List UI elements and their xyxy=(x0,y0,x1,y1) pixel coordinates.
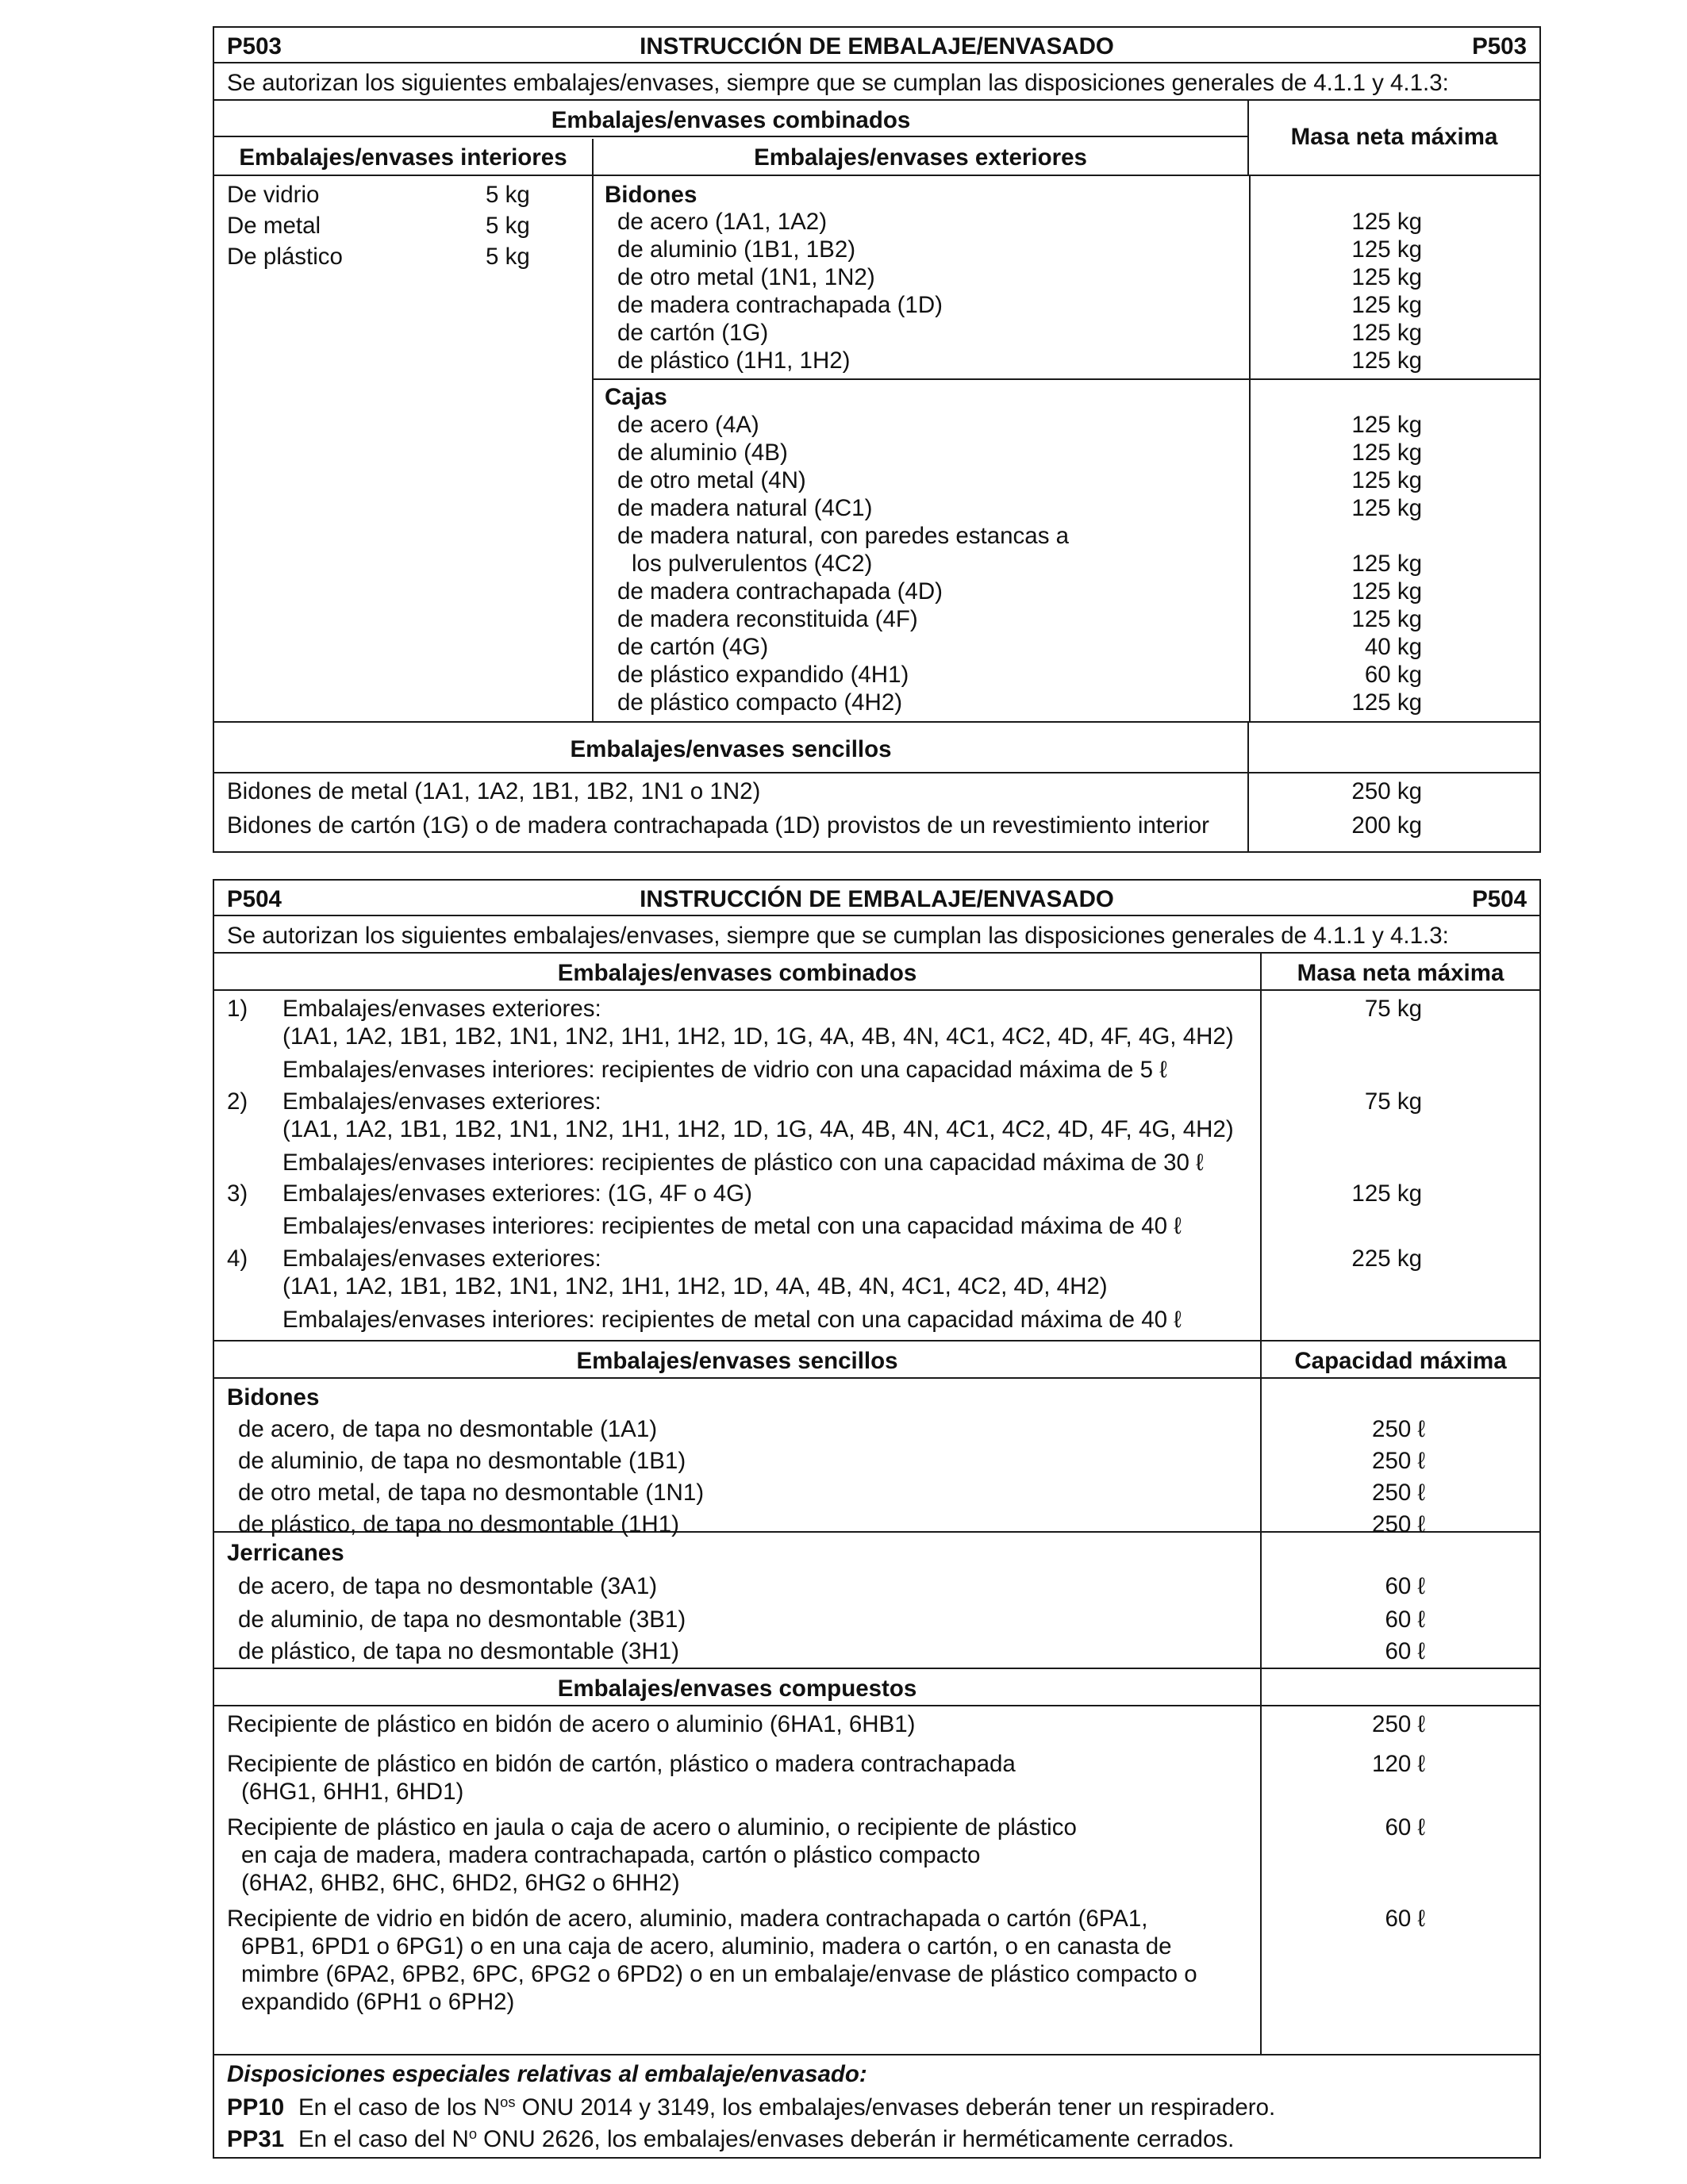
p503-combined-body xyxy=(214,176,1539,723)
inner-label: De plástico xyxy=(227,244,343,270)
inner-label: De metal xyxy=(227,213,321,239)
box-mass: 125 kg xyxy=(1351,689,1422,716)
box-label: de acero (4A) xyxy=(617,412,759,438)
p503-single-header: Embalajes/envases sencillos xyxy=(570,736,892,762)
p503-combined-header-row xyxy=(214,101,1539,176)
box-label: de madera natural (4C1) xyxy=(617,495,873,521)
jerrican-label: de acero, de tapa no desmontable (3A1) xyxy=(238,1573,658,1599)
p503-mass-header: Masa neta máxima xyxy=(1290,124,1498,150)
jerrican-cap: 60 ℓ xyxy=(1385,1573,1425,1599)
single-mass: 250 kg xyxy=(1351,778,1422,804)
p504-combined-body xyxy=(214,991,1539,1341)
drums-heading: Bidones xyxy=(227,1384,320,1411)
drum-label: de acero (1A1, 1A2) xyxy=(617,209,828,235)
combined-line: (1A1, 1A2, 1B1, 1B2, 1N1, 1N2, 1H1, 1H2, 1D, 1G, 4A, 4B, 4N, 4C1, 4C2, 4D, 4F, 4G, 4H2) xyxy=(282,1023,1234,1050)
p503-single-header-row xyxy=(214,723,1539,773)
combined-mass: 75 kg xyxy=(1364,996,1422,1022)
drums-heading: Bidones xyxy=(605,182,697,208)
p504-mass-header: Masa neta máxima xyxy=(1297,960,1504,986)
box-mass: 125 kg xyxy=(1351,578,1422,605)
drum-label: de aluminio, de tapa no desmontable (1B1) xyxy=(238,1448,686,1474)
composite-cap: 60 ℓ xyxy=(1385,1814,1425,1840)
box-mass: 60 kg xyxy=(1364,662,1422,688)
combined-line: Embalajes/envases interiores: recipientes de metal con una capacidad máxima de 40 ℓ xyxy=(282,1213,1182,1239)
drum-label: de madera contrachapada (1D) xyxy=(617,292,943,318)
combined-num: 3) xyxy=(227,1180,248,1207)
p504-table xyxy=(213,879,1541,2159)
drum-mass: 125 kg xyxy=(1351,209,1422,235)
combined-num: 1) xyxy=(227,996,248,1022)
combined-mass: 75 kg xyxy=(1364,1088,1422,1115)
p504-composite-header: Embalajes/envases compuestos xyxy=(557,1675,917,1702)
composite-line: expandido (6PH1 o 6PH2) xyxy=(241,1989,515,2015)
combined-num: 2) xyxy=(227,1088,248,1115)
box-label: de otro metal (4N) xyxy=(617,467,806,493)
single-label: Bidones de cartón (1G) o de madera contrachapada (1D) provistos de un revestimiento interior xyxy=(227,812,1210,839)
p503-title: INSTRUCCIÓN DE EMBALAJE/ENVASADO xyxy=(640,33,1114,59)
composite-cap: 120 ℓ xyxy=(1372,1751,1425,1777)
box-mass: 125 kg xyxy=(1351,495,1422,521)
p504-single-header: Embalajes/envases sencillos xyxy=(576,1348,898,1374)
box-mass: 125 kg xyxy=(1351,606,1422,632)
single-label: Bidones de metal (1A1, 1A2, 1B1, 1B2, 1N1 o 1N2) xyxy=(227,778,761,804)
drum-label: de plástico (1H1, 1H2) xyxy=(617,347,851,374)
inner-label: De vidrio xyxy=(227,182,320,208)
drum-mass: 125 kg xyxy=(1351,292,1422,318)
p503-table xyxy=(213,26,1541,853)
combined-line: Embalajes/envases interiores: recipientes de plástico con una capacidad máxima de 30 ℓ xyxy=(282,1150,1204,1176)
drum-cap: 250 ℓ xyxy=(1372,1480,1425,1506)
combined-mass: 125 kg xyxy=(1351,1180,1422,1207)
drum-cap: 250 ℓ xyxy=(1372,1511,1425,1537)
box-mass: 125 kg xyxy=(1351,551,1422,577)
drum-label: de aluminio (1B1, 1B2) xyxy=(617,236,856,263)
composite-line: mimbre (6PA2, 6PB2, 6PC, 6PG2 o 6PD2) o en un embalaje/envase de plástico compacto o xyxy=(241,1961,1197,1987)
p504-composite-header-row xyxy=(214,1669,1539,1706)
p504-jerricans-row xyxy=(214,1533,1539,1669)
composite-line: (6HA2, 6HB2, 6HC, 6HD2, 6HG2 o 6HH2) xyxy=(241,1870,680,1896)
p503-title-row xyxy=(214,28,1539,63)
box-label: de plástico expandido (4H1) xyxy=(617,662,909,688)
box-label: los pulverulentos (4C2) xyxy=(632,551,873,577)
p503-combined-header: Embalajes/envases combinados xyxy=(551,107,911,133)
box-label: de plástico compacto (4H2) xyxy=(617,689,903,716)
p503-single-body xyxy=(214,773,1539,851)
pp10-code: PP10 xyxy=(227,2094,285,2121)
boxes-heading: Cajas xyxy=(605,384,667,410)
p504-special-row xyxy=(214,2055,1539,2157)
inner-mass: 5 kg xyxy=(486,244,530,270)
jerrican-cap: 60 ℓ xyxy=(1385,1638,1425,1664)
drum-cap: 250 ℓ xyxy=(1372,1448,1425,1474)
p503-inner-header: Embalajes/envases interiores xyxy=(239,144,567,171)
p503-intro: Se autorizan los siguientes embalajes/envases, siempre que se cumplan las disposiciones generales de 4.1.1 y 4.1.3: xyxy=(227,70,1449,96)
composite-line: en caja de madera, madera contrachapada, cartón o plástico compacto xyxy=(241,1842,981,1868)
drum-mass: 125 kg xyxy=(1351,236,1422,263)
box-label: de madera reconstituida (4F) xyxy=(617,606,918,632)
jerricans-heading: Jerricanes xyxy=(227,1540,344,1566)
p504-title: INSTRUCCIÓN DE EMBALAJE/ENVASADO xyxy=(640,886,1114,912)
composite-line: Recipiente de plástico en bidón de cartón, plástico o madera contrachapada xyxy=(227,1751,1016,1777)
box-label: de madera natural, con paredes estancas a xyxy=(617,523,1070,549)
box-mass: 125 kg xyxy=(1351,467,1422,493)
p503-outer-header: Embalajes/envases exteriores xyxy=(754,144,1087,171)
composite-line: Recipiente de plástico en bidón de acero o aluminio (6HA1, 6HB1) xyxy=(227,1711,916,1737)
drum-mass: 125 kg xyxy=(1351,320,1422,346)
box-mass: 125 kg xyxy=(1351,412,1422,438)
p503-outer-col xyxy=(592,176,1539,721)
box-label: de cartón (4G) xyxy=(617,634,769,660)
p503-code-right: P503 xyxy=(1472,33,1527,59)
p504-composite-body xyxy=(214,1706,1539,2055)
combined-line: Embalajes/envases interiores: recipientes de metal con una capacidad máxima de 40 ℓ xyxy=(282,1307,1182,1333)
drum-label: de cartón (1G) xyxy=(617,320,769,346)
drum-label: de acero, de tapa no desmontable (1A1) xyxy=(238,1416,658,1442)
p504-intro: Se autorizan los siguientes embalajes/envases, siempre que se cumplan las disposiciones generales de 4.1.1 y 4.1.3: xyxy=(227,923,1449,949)
special-heading: Disposiciones especiales relativas al embalaje/envasado: xyxy=(227,2061,867,2087)
p503-drums-block xyxy=(594,176,1539,380)
combined-mass: 225 kg xyxy=(1351,1246,1422,1272)
box-label: de aluminio (4B) xyxy=(617,439,788,466)
p504-combined-header: Embalajes/envases combinados xyxy=(557,960,917,986)
composite-line: Recipiente de vidrio en bidón de acero, aluminio, madera contrachapada o cartón (6PA1, xyxy=(227,1906,1148,1932)
drum-label: de plástico, de tapa no desmontable (1H1) xyxy=(238,1511,679,1537)
drum-label: de otro metal, de tapa no desmontable (1N1) xyxy=(238,1480,705,1506)
pp10-text: En el caso de los $N^{os}$ ONU 2014 y 3149, los embalajes/envases deberán tener un respiradero. xyxy=(298,2093,1276,2121)
combined-line: (1A1, 1A2, 1B1, 1B2, 1N1, 1N2, 1H1, 1H2, 1D, 4A, 4B, 4N, 4C1, 4C2, 4D, 4H2) xyxy=(282,1273,1108,1299)
p503-inner-col xyxy=(214,176,592,721)
p503-code-left: P503 xyxy=(227,33,282,59)
combined-line: Embalajes/envases exteriores: xyxy=(282,1246,601,1272)
p504-single-header-row xyxy=(214,1341,1539,1379)
box-mass: 40 kg xyxy=(1364,634,1422,660)
p504-intro-row xyxy=(214,916,1539,954)
drum-mass: 125 kg xyxy=(1351,264,1422,290)
combined-line: Embalajes/envases exteriores: xyxy=(282,996,601,1022)
jerrican-label: de plástico, de tapa no desmontable (3H1) xyxy=(238,1638,679,1664)
box-mass: 125 kg xyxy=(1351,439,1422,466)
box-label: de madera contrachapada (4D) xyxy=(617,578,943,605)
p503-intro-row xyxy=(214,63,1539,101)
pp31-code: PP31 xyxy=(227,2126,285,2152)
pp31-text: En el caso del $N^o$ ONU 2626, los embalajes/envases deberán ir herméticamente cerrados. xyxy=(298,2125,1235,2152)
combined-line: Embalajes/envases exteriores: xyxy=(282,1088,601,1115)
p503-boxes-block xyxy=(594,380,1539,721)
jerrican-cap: 60 ℓ xyxy=(1385,1606,1425,1633)
p504-title-row xyxy=(214,881,1539,916)
composite-line: Recipiente de plástico en jaula o caja de acero o aluminio, o recipiente de plástico xyxy=(227,1814,1077,1840)
p504-code-right: P504 xyxy=(1472,886,1527,912)
composite-line: (6HG1, 6HH1, 6HD1) xyxy=(241,1779,464,1805)
drum-cap: 250 ℓ xyxy=(1372,1416,1425,1442)
combined-line: Embalajes/envases interiores: recipientes de vidrio con una capacidad máxima de 5 ℓ xyxy=(282,1057,1167,1083)
p504-drums-row xyxy=(214,1379,1539,1537)
inner-mass: 5 kg xyxy=(486,182,530,208)
combined-line: (1A1, 1A2, 1B1, 1B2, 1N1, 1N2, 1H1, 1H2, 1D, 1G, 4A, 4B, 4N, 4C1, 4C2, 4D, 4F, 4G, 4H2) xyxy=(282,1116,1234,1142)
combined-num: 4) xyxy=(227,1246,248,1272)
single-mass: 200 kg xyxy=(1351,812,1422,839)
p504-code-left: P504 xyxy=(227,886,282,912)
composite-cap: 60 ℓ xyxy=(1385,1906,1425,1932)
drum-mass: 125 kg xyxy=(1351,347,1422,374)
jerrican-label: de aluminio, de tapa no desmontable (3B1) xyxy=(238,1606,686,1633)
drum-label: de otro metal (1N1, 1N2) xyxy=(617,264,875,290)
inner-mass: 5 kg xyxy=(486,213,530,239)
p504-combined-header-row xyxy=(214,954,1539,991)
composite-line: 6PB1, 6PD1 o 6PG1) o en una caja de acero, aluminio, madera o cartón, o en canasta de xyxy=(241,1933,1172,1959)
combined-line: Embalajes/envases exteriores: (1G, 4F o 4G) xyxy=(282,1180,752,1207)
p504-capacity-header: Capacidad máxima xyxy=(1294,1348,1507,1374)
composite-cap: 250 ℓ xyxy=(1372,1711,1425,1737)
